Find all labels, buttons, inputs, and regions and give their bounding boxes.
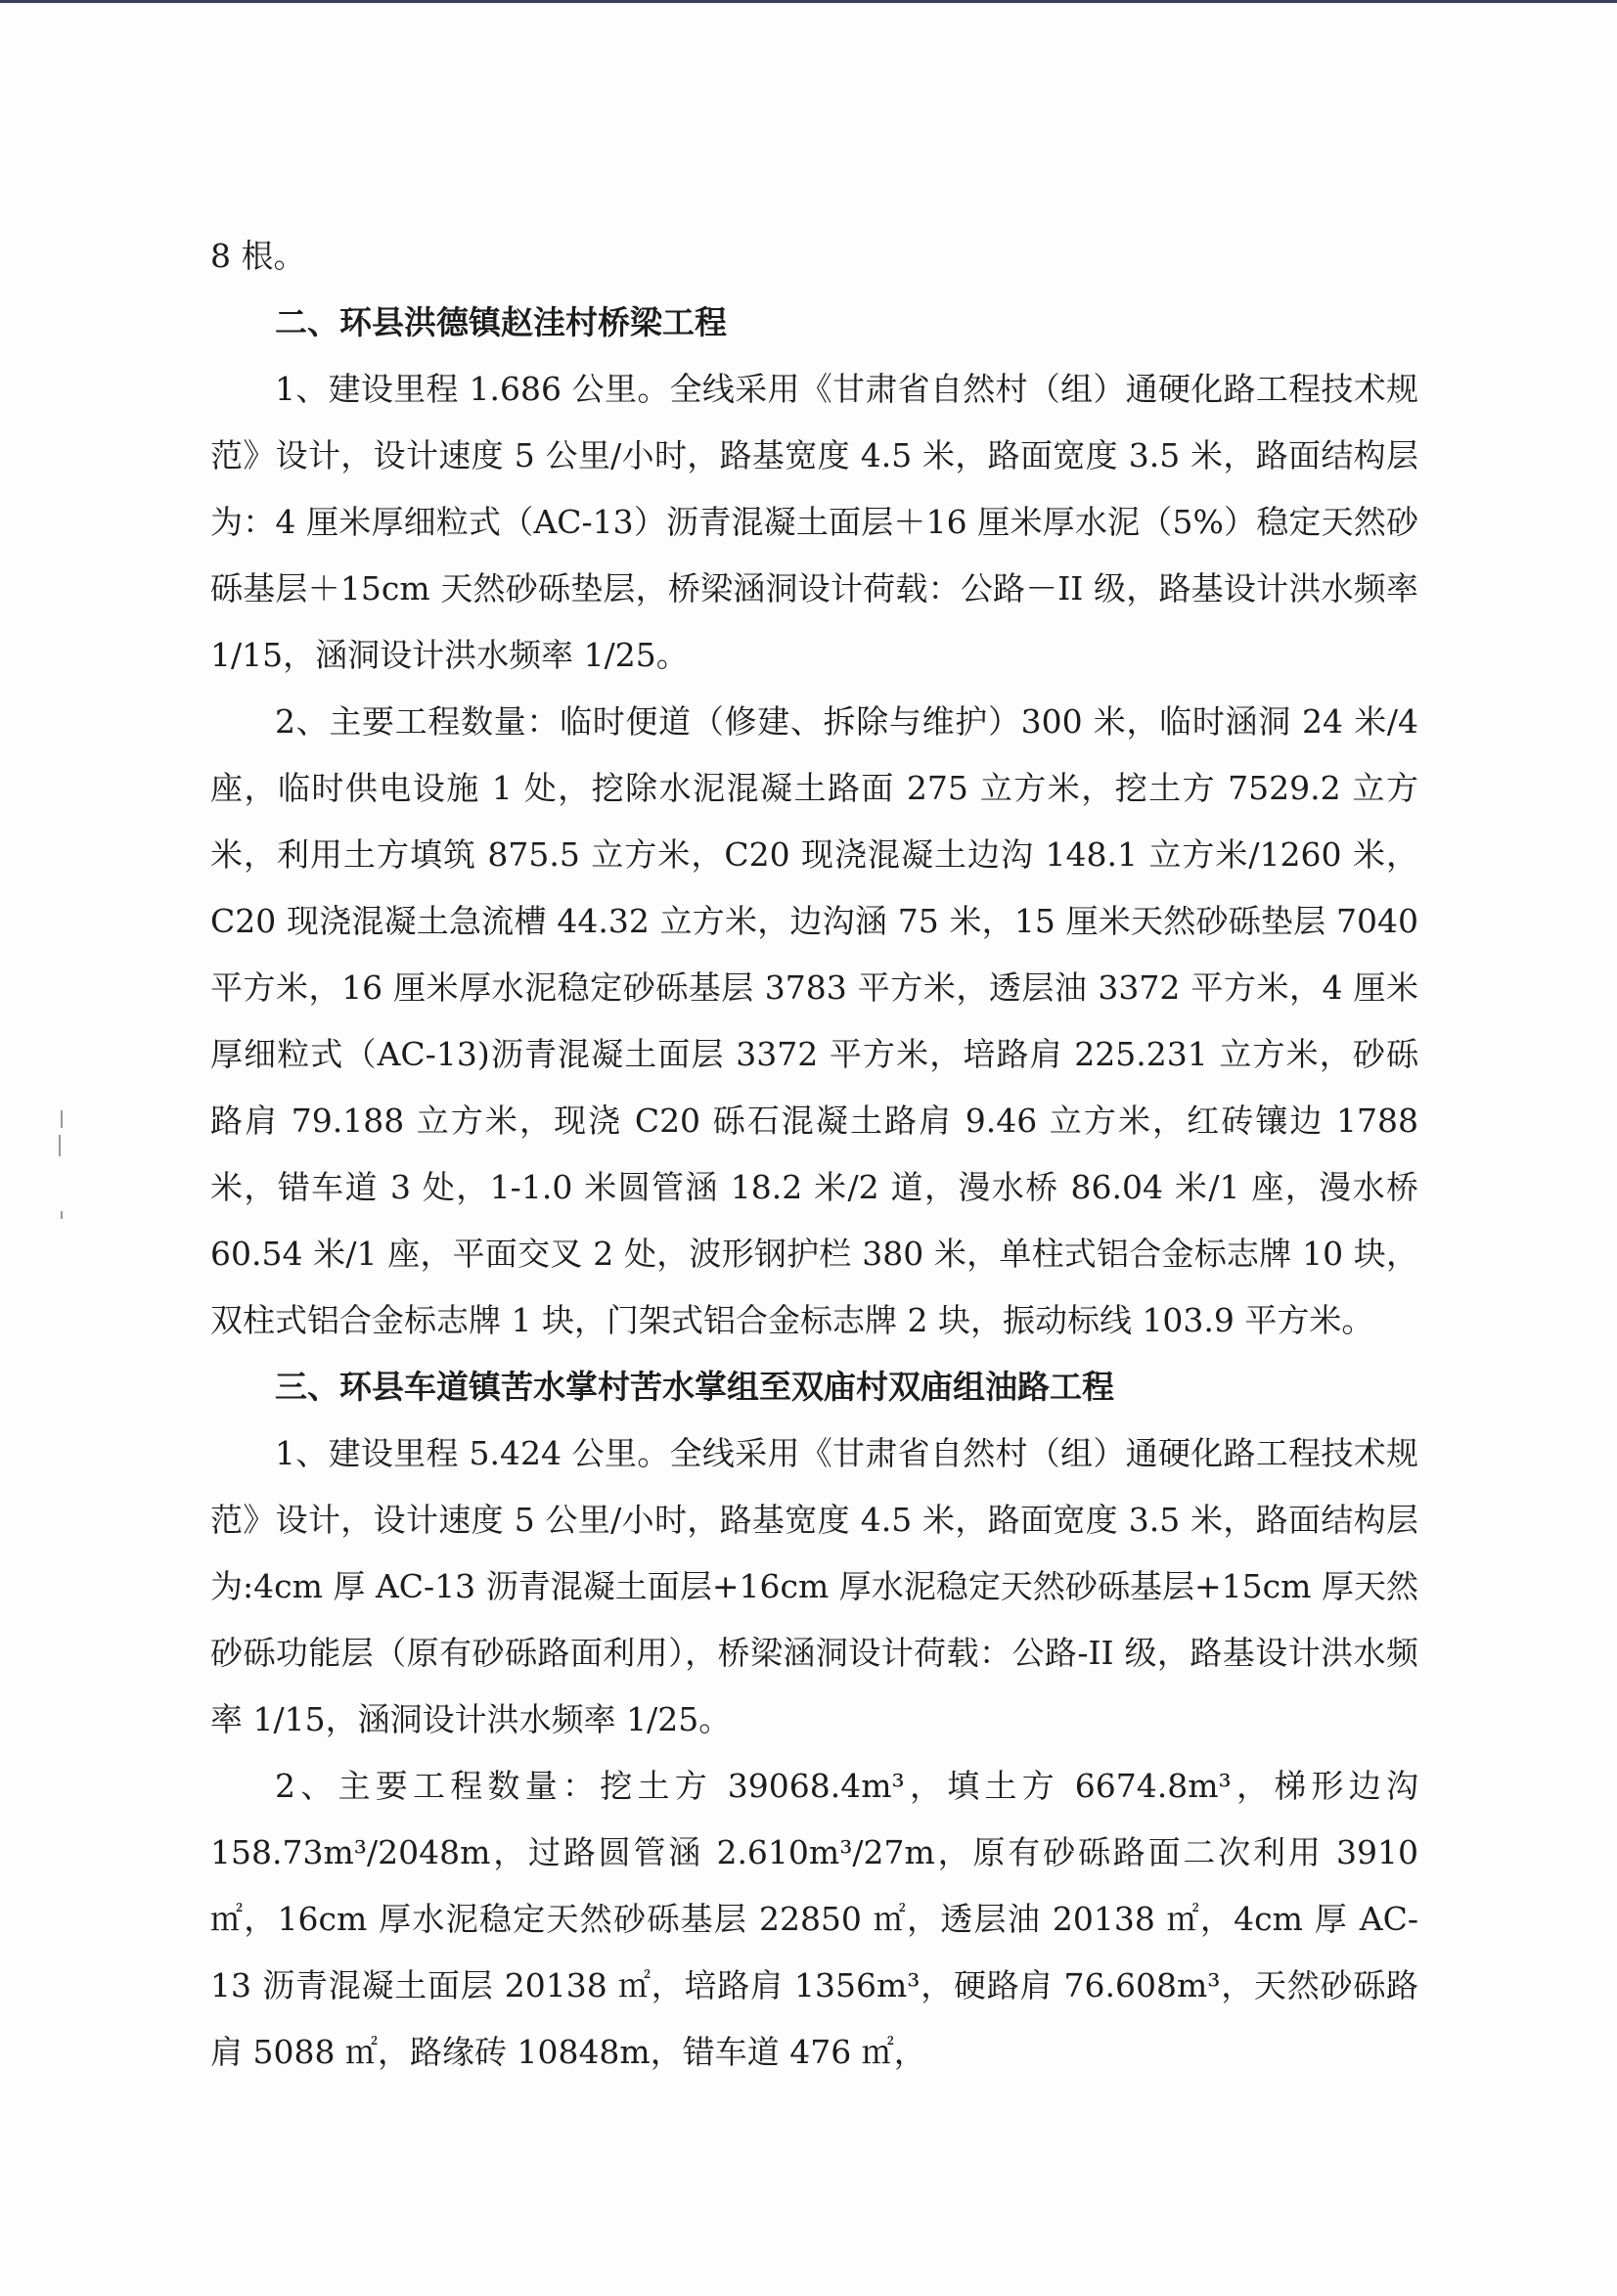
paragraph: 1、建设里程 5.424 公里。全线采用《甘肃省自然村（组）通硬化路工程技术规范》设计，设计速度 5 公里/小时，路基宽度 4.5 米，路面宽度 3.5 米，路面结构层为:4cm 厚 AC-13 沥青混凝土面层+16cm 厚水泥稳定天然砂砾基层+15cm 厚天然砂砾功能层（原有砂砾路面利用），桥梁涵洞设计荷载：公路-II 级，路基设计洪水频率 1/15，涵洞设计洪水频率 1/25。 [210,1434,1418,1738]
paragraph: 2、主要工程数量：临时便道（修建、拆除与维护）300 米，临时涵洞 24 米/4 座，临时供电设施 1 处，挖除水泥混凝土路面 275 立方米，挖土方 7529.2 立方米，利用土方填筑 875.5 立方米，C20 现浇混凝土边沟 148.1 立方米/1260 米，C20 现浇混凝土急流槽 44.32 立方米，边沟涵 75 米，15 厘米天然砂砾垫层 7040 平方米，16 厘米厚水泥稳定砂砾基层 3783 平方米，透层油 3372 平方米，4 厘米厚细粒式（AC-13)沥青混凝土面层 3372 平方米，培路肩 225.231 立方米，砂砾路肩 79.188 立方米，现浇 C20 砾石混凝土路肩 9.46 立方米，红砖镶边 1788 米，错车道 3 处，1-1.0 米圆管涵 18.2 米/2 道，漫水桥 86.04 米/1 座，漫水桥 60.54 米/1 座，平面交叉 2 处，波形钢护栏 380 米，单柱式铝合金标志牌 10 块，双柱式铝合金标志牌 1 块，门架式铝合金标志牌 2 块，振动标线 103.9 平方米。 [210,702,1418,1339]
section-heading: 二、环县洪德镇赵洼村桥梁工程 [275,303,727,341]
scan-mark [61,1211,63,1219]
paragraph: 2、主要工程数量：挖土方 39068.4m³，填土方 6674.8m³，梯形边沟 158.73m³/2048m，过路圆管涵 2.610m³/27m，原有砂砾路面二次利用 3910 ㎡，16cm 厚水泥稳定天然砂砾基层 22850 ㎡，透层油 20138 ㎡，4cm 厚 AC-13 沥青混凝土面层 20138 ㎡，培路肩 1356m³，硬路肩 76.608m³，天然砂砾路肩 5088 ㎡，路缘砖 10848m，错车道 476 ㎡， [210,1767,1418,2071]
scan-mark [59,1135,61,1156]
section-heading: 三、环县车道镇苦水掌村苦水掌组至双庙村双庙组油路工程 [275,1368,1114,1406]
continuation-line: 8 根。 [210,237,306,275]
paragraph: 1、建设里程 1.686 公里。全线采用《甘肃省自然村（组）通硬化路工程技术规范》设计，设计速度 5 公里/小时，路基宽度 4.5 米，路面宽度 3.5 米，路面结构层为：4 厘米厚细粒式（AC-13）沥青混凝土面层＋16 厘米厚水泥（5%）稳定天然砂砾基层＋15cm 天然砂砾垫层，桥梁涵洞设计荷载：公路－II 级，路基设计洪水频率 1/15，涵洞设计洪水频率 1/25。 [210,370,1418,674]
document-body [210,223,1418,2086]
scan-top-edge [0,0,1617,3]
scan-mark [61,1110,63,1128]
